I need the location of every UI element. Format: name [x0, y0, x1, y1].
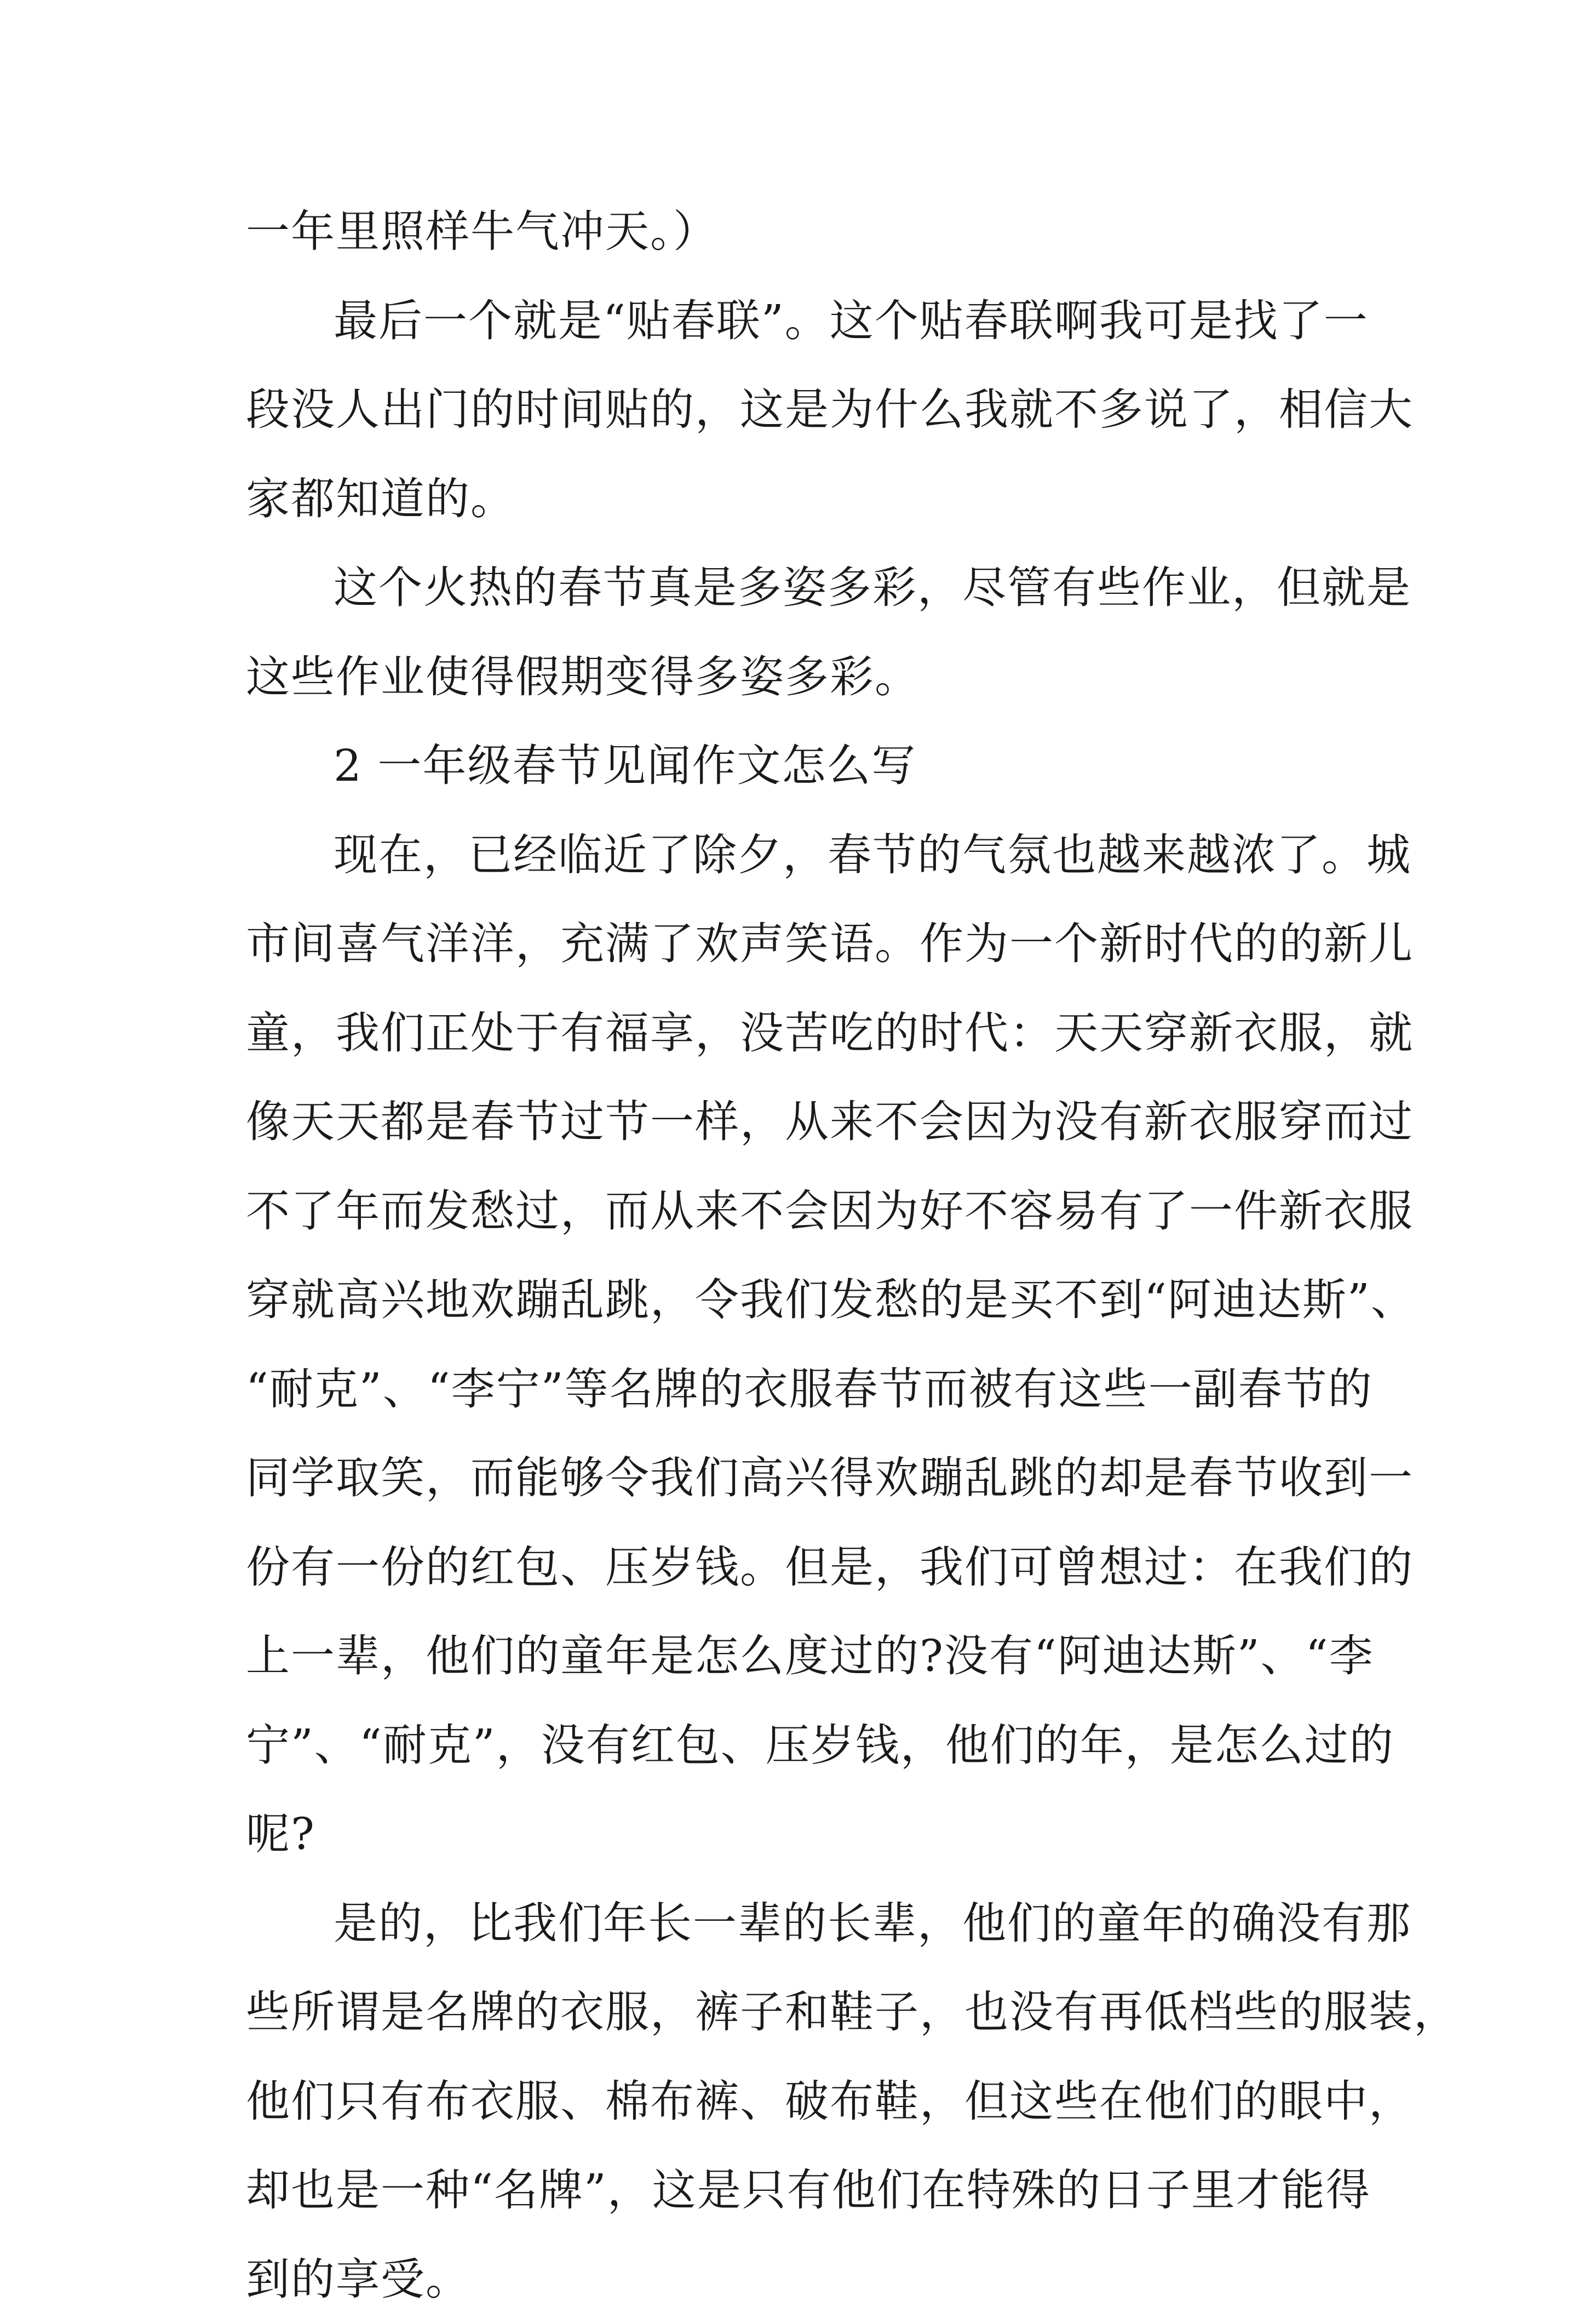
text-line-20: 是的，比我们年长一辈的长辈，他们的童年的确没有那	[246, 1879, 1396, 1968]
text-line-6: 这些作业使得假期变得多姿多彩。	[246, 633, 1396, 722]
text-line-12: 不了年而发愁过，而从来不会因为好不容易有了一件新衣服	[246, 1167, 1396, 1256]
text-line-5: 这个火热的春节真是多姿多彩，尽管有些作业，但就是	[246, 543, 1396, 633]
text-line-10: 童，我们正处于有福享，没苦吃的时代：天天穿新衣服，就	[246, 989, 1396, 1078]
text-line-18: 宁”、“耐克”，没有红包、压岁钱，他们的年，是怎么过的	[246, 1701, 1396, 1790]
text-line-24: 到的享受。	[246, 2235, 1396, 2324]
text-line-14: “耐克”、“李宁”等名牌的衣服春节而被有这些一副春节的	[246, 1345, 1396, 1434]
text-line-17: 上一辈，他们的童年是怎么度过的?没有“阿迪达斯”、“李	[246, 1612, 1396, 1701]
section-heading: 2 一年级春节见闻作文怎么写	[246, 722, 1396, 811]
text-line-9: 市间喜气洋洋，充满了欢声笑语。作为一个新时代的的新儿	[246, 900, 1396, 989]
text-line-13: 穿就高兴地欢蹦乱跳，令我们发愁的是买不到“阿迪达斯”、	[246, 1256, 1396, 1345]
document-body	[246, 187, 1396, 2324]
text-line-2: 最后一个就是“贴春联”。这个贴春联啊我可是找了一	[246, 277, 1396, 366]
text-line-11: 像天天都是春节过节一样，从来不会因为没有新衣服穿而过	[246, 1078, 1396, 1167]
text-line-16: 份有一份的红包、压岁钱。但是，我们可曾想过：在我们的	[246, 1523, 1396, 1612]
text-line-4: 家都知道的。	[246, 455, 1396, 544]
text-line-3: 段没人出门的时间贴的，这是为什么我就不多说了，相信大	[246, 365, 1396, 455]
text-line-21: 些所谓是名牌的衣服，裤子和鞋子，也没有再低档些的服装，	[246, 1968, 1396, 2057]
text-line-22: 他们只有布衣服、棉布裤、破布鞋，但这些在他们的眼中，	[246, 2057, 1396, 2146]
text-line-23: 却也是一种“名牌”，这是只有他们在特殊的日子里才能得	[246, 2146, 1396, 2235]
text-line-15: 同学取笑，而能够令我们高兴得欢蹦乱跳的却是春节收到一	[246, 1434, 1396, 1523]
text-line-8: 现在，已经临近了除夕，春节的气氛也越来越浓了。城	[246, 811, 1396, 900]
text-line-19: 呢?	[246, 1790, 1396, 1879]
text-line-1: 一年里照样牛气冲天。）	[246, 187, 1396, 277]
